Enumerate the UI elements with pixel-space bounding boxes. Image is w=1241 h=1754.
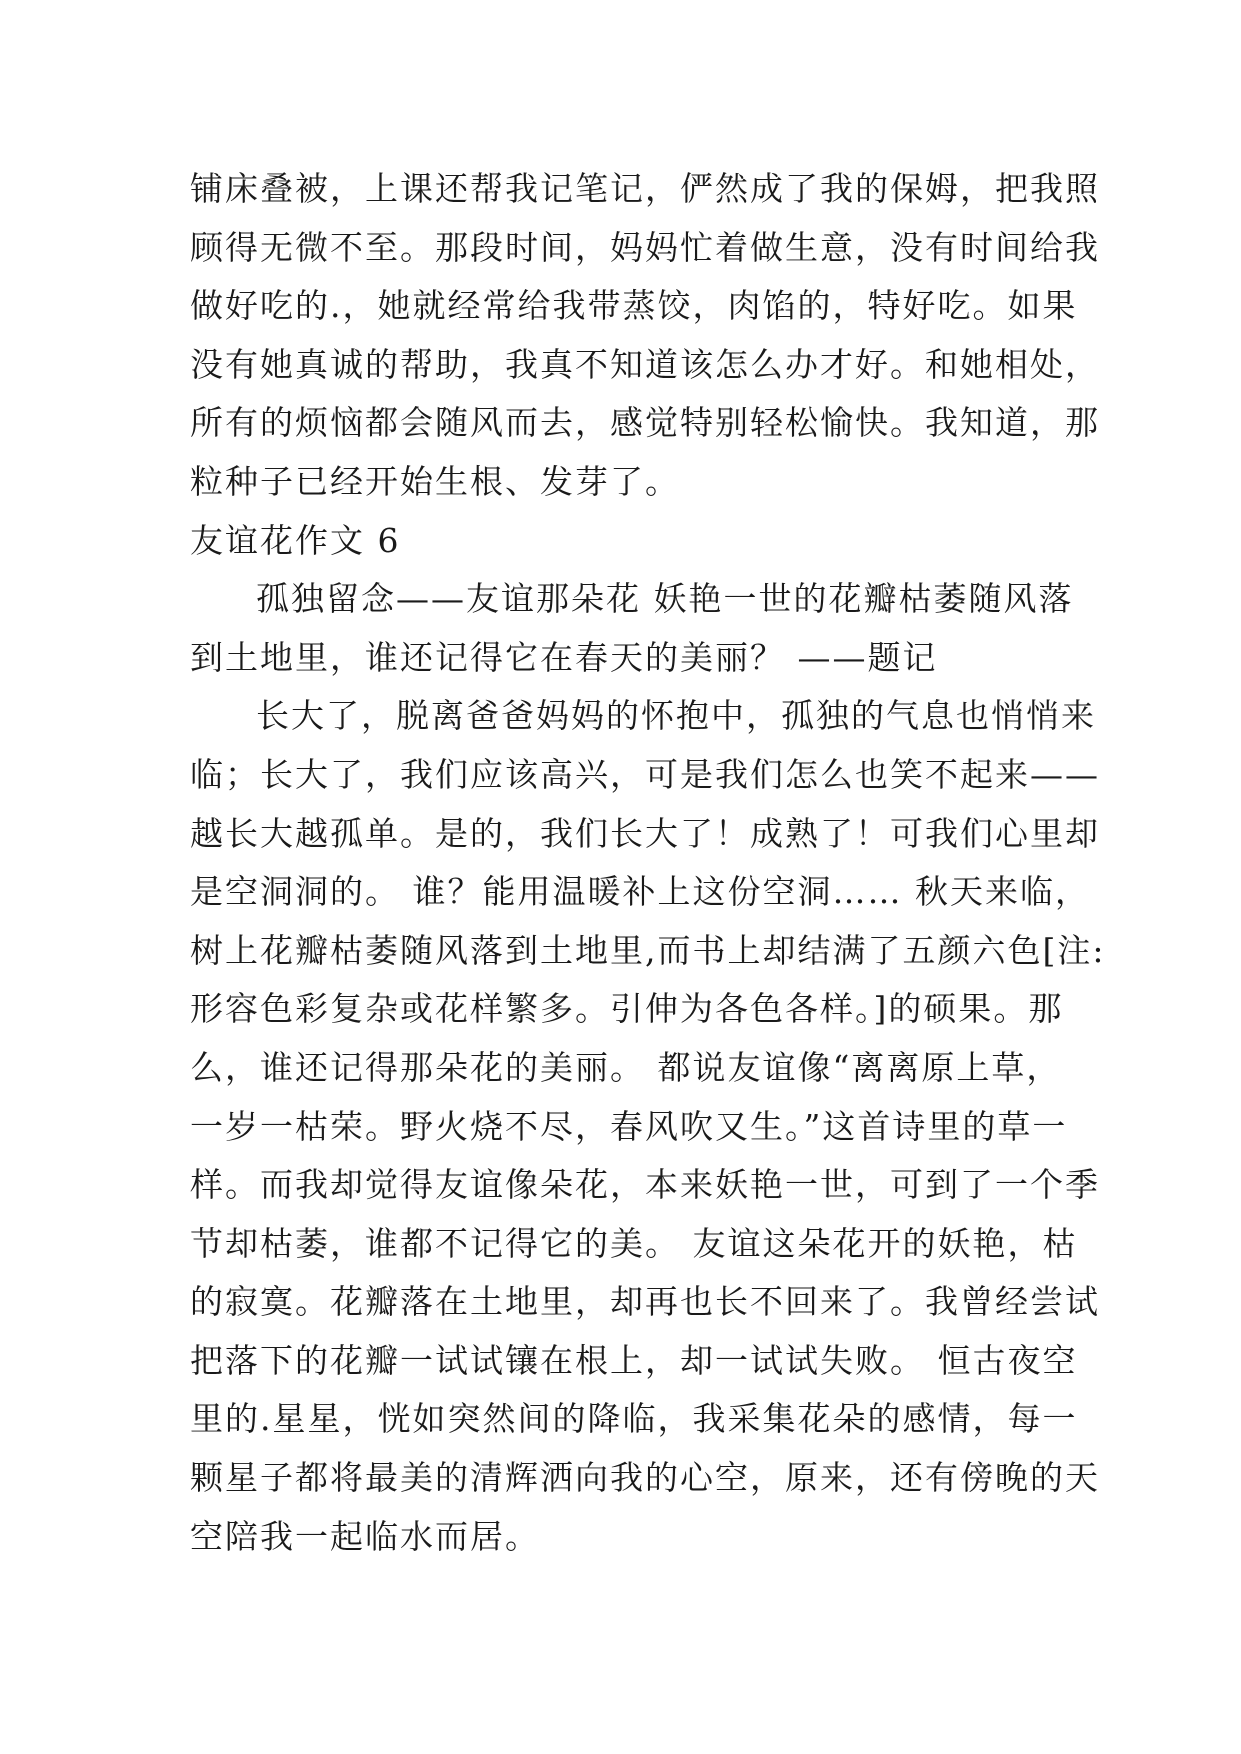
text-line: 所有的烦恼都会随风而去，感觉特别轻松愉快。我知道，那: [190, 403, 1100, 443]
text-line: 临；长大了，我们应该高兴，可是我们怎么也笑不起来——: [190, 754, 1100, 794]
text-line: 空陪我一起临水而居。: [190, 1516, 540, 1556]
text-line: 一岁一枯荣。野火烧不尽，春风吹又生。”这首诗里的草一: [190, 1106, 1068, 1146]
text-line: 的寂寞。花瓣落在土地里，却再也长不回来了。我曾经尝试: [190, 1282, 1100, 1322]
text-line: 树上花瓣枯萎随风落到土地里,而书上却结满了五颜六色[注:: [190, 930, 1106, 970]
text-line: 越长大越孤单。是的，我们长大了！成熟了！可我们心里却: [190, 813, 1100, 853]
text-line: 形容色彩复杂或花样繁多。引伸为各色各样。]的硕果。那: [190, 989, 1064, 1029]
text-line: 铺床叠被，上课还帮我记笔记，俨然成了我的保姆，把我照: [190, 169, 1100, 208]
text-line: 做好吃的.，她就经常给我带蒸饺，肉馅的，特好吃。如果: [190, 286, 1078, 326]
document-body: [190, 160, 1106, 1566]
text-line: 没有她真诚的帮助，我真不知道该怎么办才好。和她相处，: [190, 344, 1100, 384]
text-line: 粒种子已经开始生根、发芽了。: [190, 461, 680, 501]
text-line: 样。而我却觉得友谊像朵花，本来妖艳一世，可到了一个季: [190, 1165, 1100, 1205]
text-line: 到土地里，谁还记得它在春天的美丽？ ——题记: [190, 637, 938, 677]
text-line: 顾得无微不至。那段时间，妈妈忙着做生意，没有时间给我: [190, 227, 1100, 267]
text-line: 长大了，脱离爸爸妈妈的怀抱中，孤独的气息也悄悄来: [256, 696, 1096, 736]
text-line: 把落下的花瓣一试试镶在根上，却一试试失败。 恒古夜空: [190, 1340, 1078, 1380]
text-line: 里的.星星，恍如突然间的降临，我采集花朵的感情，每一: [190, 1399, 1078, 1439]
text-line: 节却枯萎，谁都不记得它的美。 友谊这朵花开的妖艳，枯: [190, 1223, 1078, 1263]
section-heading: 友谊花作文 6: [190, 520, 401, 560]
text-line: 颗星子都将最美的清辉洒向我的心空，原来，还有傍晚的天: [190, 1458, 1100, 1498]
text-line: 么，谁还记得那朵花的美丽。 都说友谊像“离离原上草，: [190, 1047, 1062, 1087]
text-line: 孤独留念——友谊那朵花 妖艳一世的花瓣枯萎随风落: [256, 579, 1074, 619]
text-line: 是空洞洞的。 谁？能用温暖补上这份空洞…… 秋天来临，: [190, 872, 1090, 912]
